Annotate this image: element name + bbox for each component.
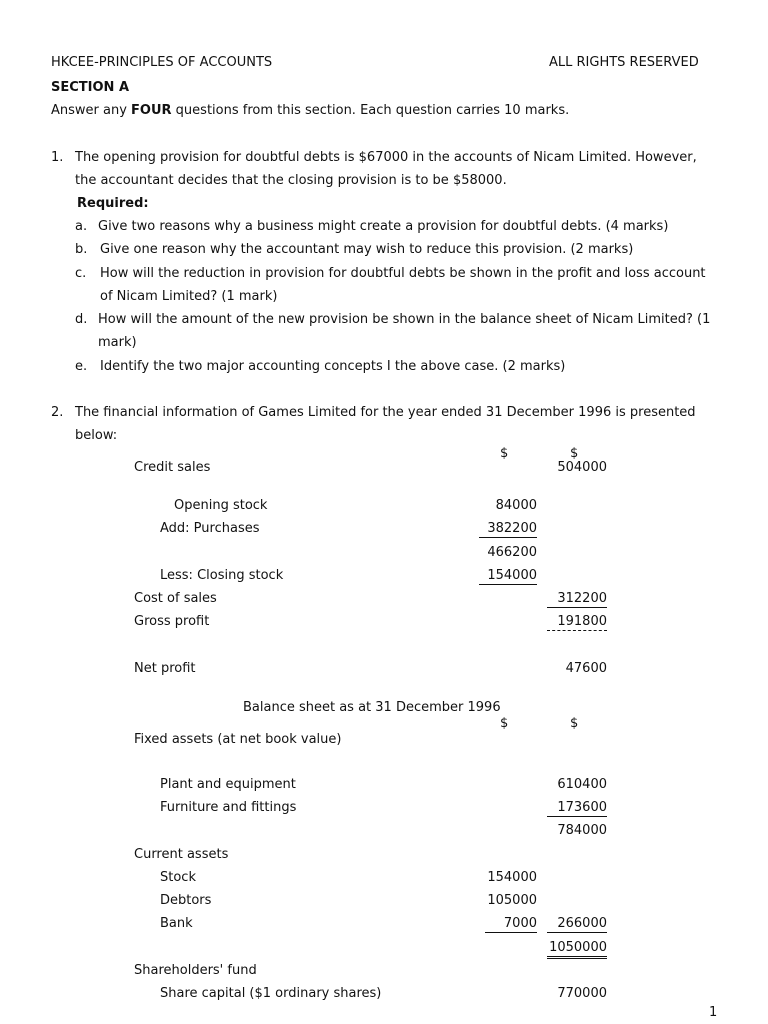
debtors-label: Debtors — [160, 893, 212, 908]
pl-col2-header: $ — [570, 446, 579, 461]
q1-a-text: Give two reasons why a business might create a provision for doubtful debts. (4 marks) — [98, 219, 669, 234]
stock-value: 154000 — [487, 870, 537, 885]
balance-sheet-title: Balance sheet as at 31 December 1996 — [243, 700, 501, 715]
q1-d-text-line1: How will the amount of the new provision be shown in the balance sheet of Nicam Limited? (1 — [98, 312, 711, 327]
credit-sales-label: Credit sales — [134, 460, 211, 475]
bs-col1-header: $ — [500, 716, 509, 731]
q1-c-text-line2: of Nicam Limited? (1 mark) — [100, 289, 278, 304]
current-assets-heading: Current assets — [134, 847, 229, 862]
furniture-label: Furniture and fittings — [160, 800, 297, 815]
q1-number: 1. — [51, 150, 64, 165]
q1-c-label: c. — [75, 266, 87, 281]
q1-d-label: d. — [75, 312, 88, 327]
net-profit-label: Net profit — [134, 661, 196, 676]
gross-profit-label: Gross profit — [134, 614, 210, 629]
fixed-assets-total: 784000 — [557, 823, 607, 838]
q1-c-text-line1: How will the reduction in provision for doubtful debts be shown in the profit and loss account — [100, 266, 706, 281]
opening-stock-label: Opening stock — [174, 498, 268, 513]
q2-line1: The financial information of Games Limited for the year ended 31 December 1996 is presented — [75, 405, 696, 420]
q1-line2: the accountant decides that the closing provision is to be $58000. — [75, 173, 507, 188]
q2-number: 2. — [51, 405, 64, 420]
share-capital-value: 770000 — [557, 986, 607, 1001]
fixed-assets-heading: Fixed assets (at net book value) — [134, 732, 342, 747]
section-title: SECTION A — [51, 80, 130, 95]
q1-d-text-line2: mark) — [98, 335, 137, 350]
stock-label: Stock — [160, 870, 196, 885]
bank-value: 7000 — [485, 916, 537, 933]
cost-of-sales-label: Cost of sales — [134, 591, 217, 606]
header-right: ALL RIGHTS RESERVED — [549, 55, 699, 70]
total-assets-value: 1050000 — [547, 940, 607, 959]
q1-b-text: Give one reason why the accountant may wish to reduce this provision. (2 marks) — [100, 242, 634, 257]
q1-line1: The opening provision for doubtful debts is $67000 in the accounts of Nicam Limited. However, — [75, 150, 697, 165]
q1-required: Required: — [77, 196, 149, 211]
header-left: HKCEE-PRINCIPLES OF ACCOUNTS — [51, 55, 273, 70]
furniture-value: 173600 — [547, 800, 607, 817]
debtors-value: 105000 — [487, 893, 537, 908]
cost-of-sales-value: 312200 — [547, 591, 607, 608]
plant-label: Plant and equipment — [160, 777, 296, 792]
section-instructions: Answer any FOUR questions from this section. Each question carries 10 marks. — [51, 103, 570, 118]
purchases-label: Add: Purchases — [160, 521, 260, 536]
opening-stock-value: 84000 — [495, 498, 537, 513]
shareholders-fund-heading: Shareholders' fund — [134, 963, 257, 978]
stock-subtotal-value: 466200 — [487, 545, 537, 560]
bank-label: Bank — [160, 916, 193, 931]
gross-profit-value: 191800 — [547, 614, 607, 631]
share-capital-label: Share capital ($1 ordinary shares) — [160, 986, 382, 1001]
plant-value: 610400 — [557, 777, 607, 792]
current-assets-total: 266000 — [547, 916, 607, 933]
credit-sales-value: 504000 — [557, 460, 607, 475]
q1-a-label: a. — [75, 219, 88, 234]
bs-col2-header: $ — [570, 716, 579, 731]
pl-col1-header: $ — [500, 446, 509, 461]
q1-e-text: Identify the two major accounting concepts I the above case. (2 marks) — [100, 359, 566, 374]
closing-stock-label: Less: Closing stock — [160, 568, 284, 583]
purchases-value: 382200 — [479, 521, 537, 538]
q1-e-label: e. — [75, 359, 88, 374]
net-profit-value: 47600 — [565, 661, 607, 676]
q2-line2: below: — [75, 428, 118, 443]
closing-stock-value: 154000 — [479, 568, 537, 585]
page-number: 1 — [709, 1005, 718, 1020]
q1-b-label: b. — [75, 242, 88, 257]
